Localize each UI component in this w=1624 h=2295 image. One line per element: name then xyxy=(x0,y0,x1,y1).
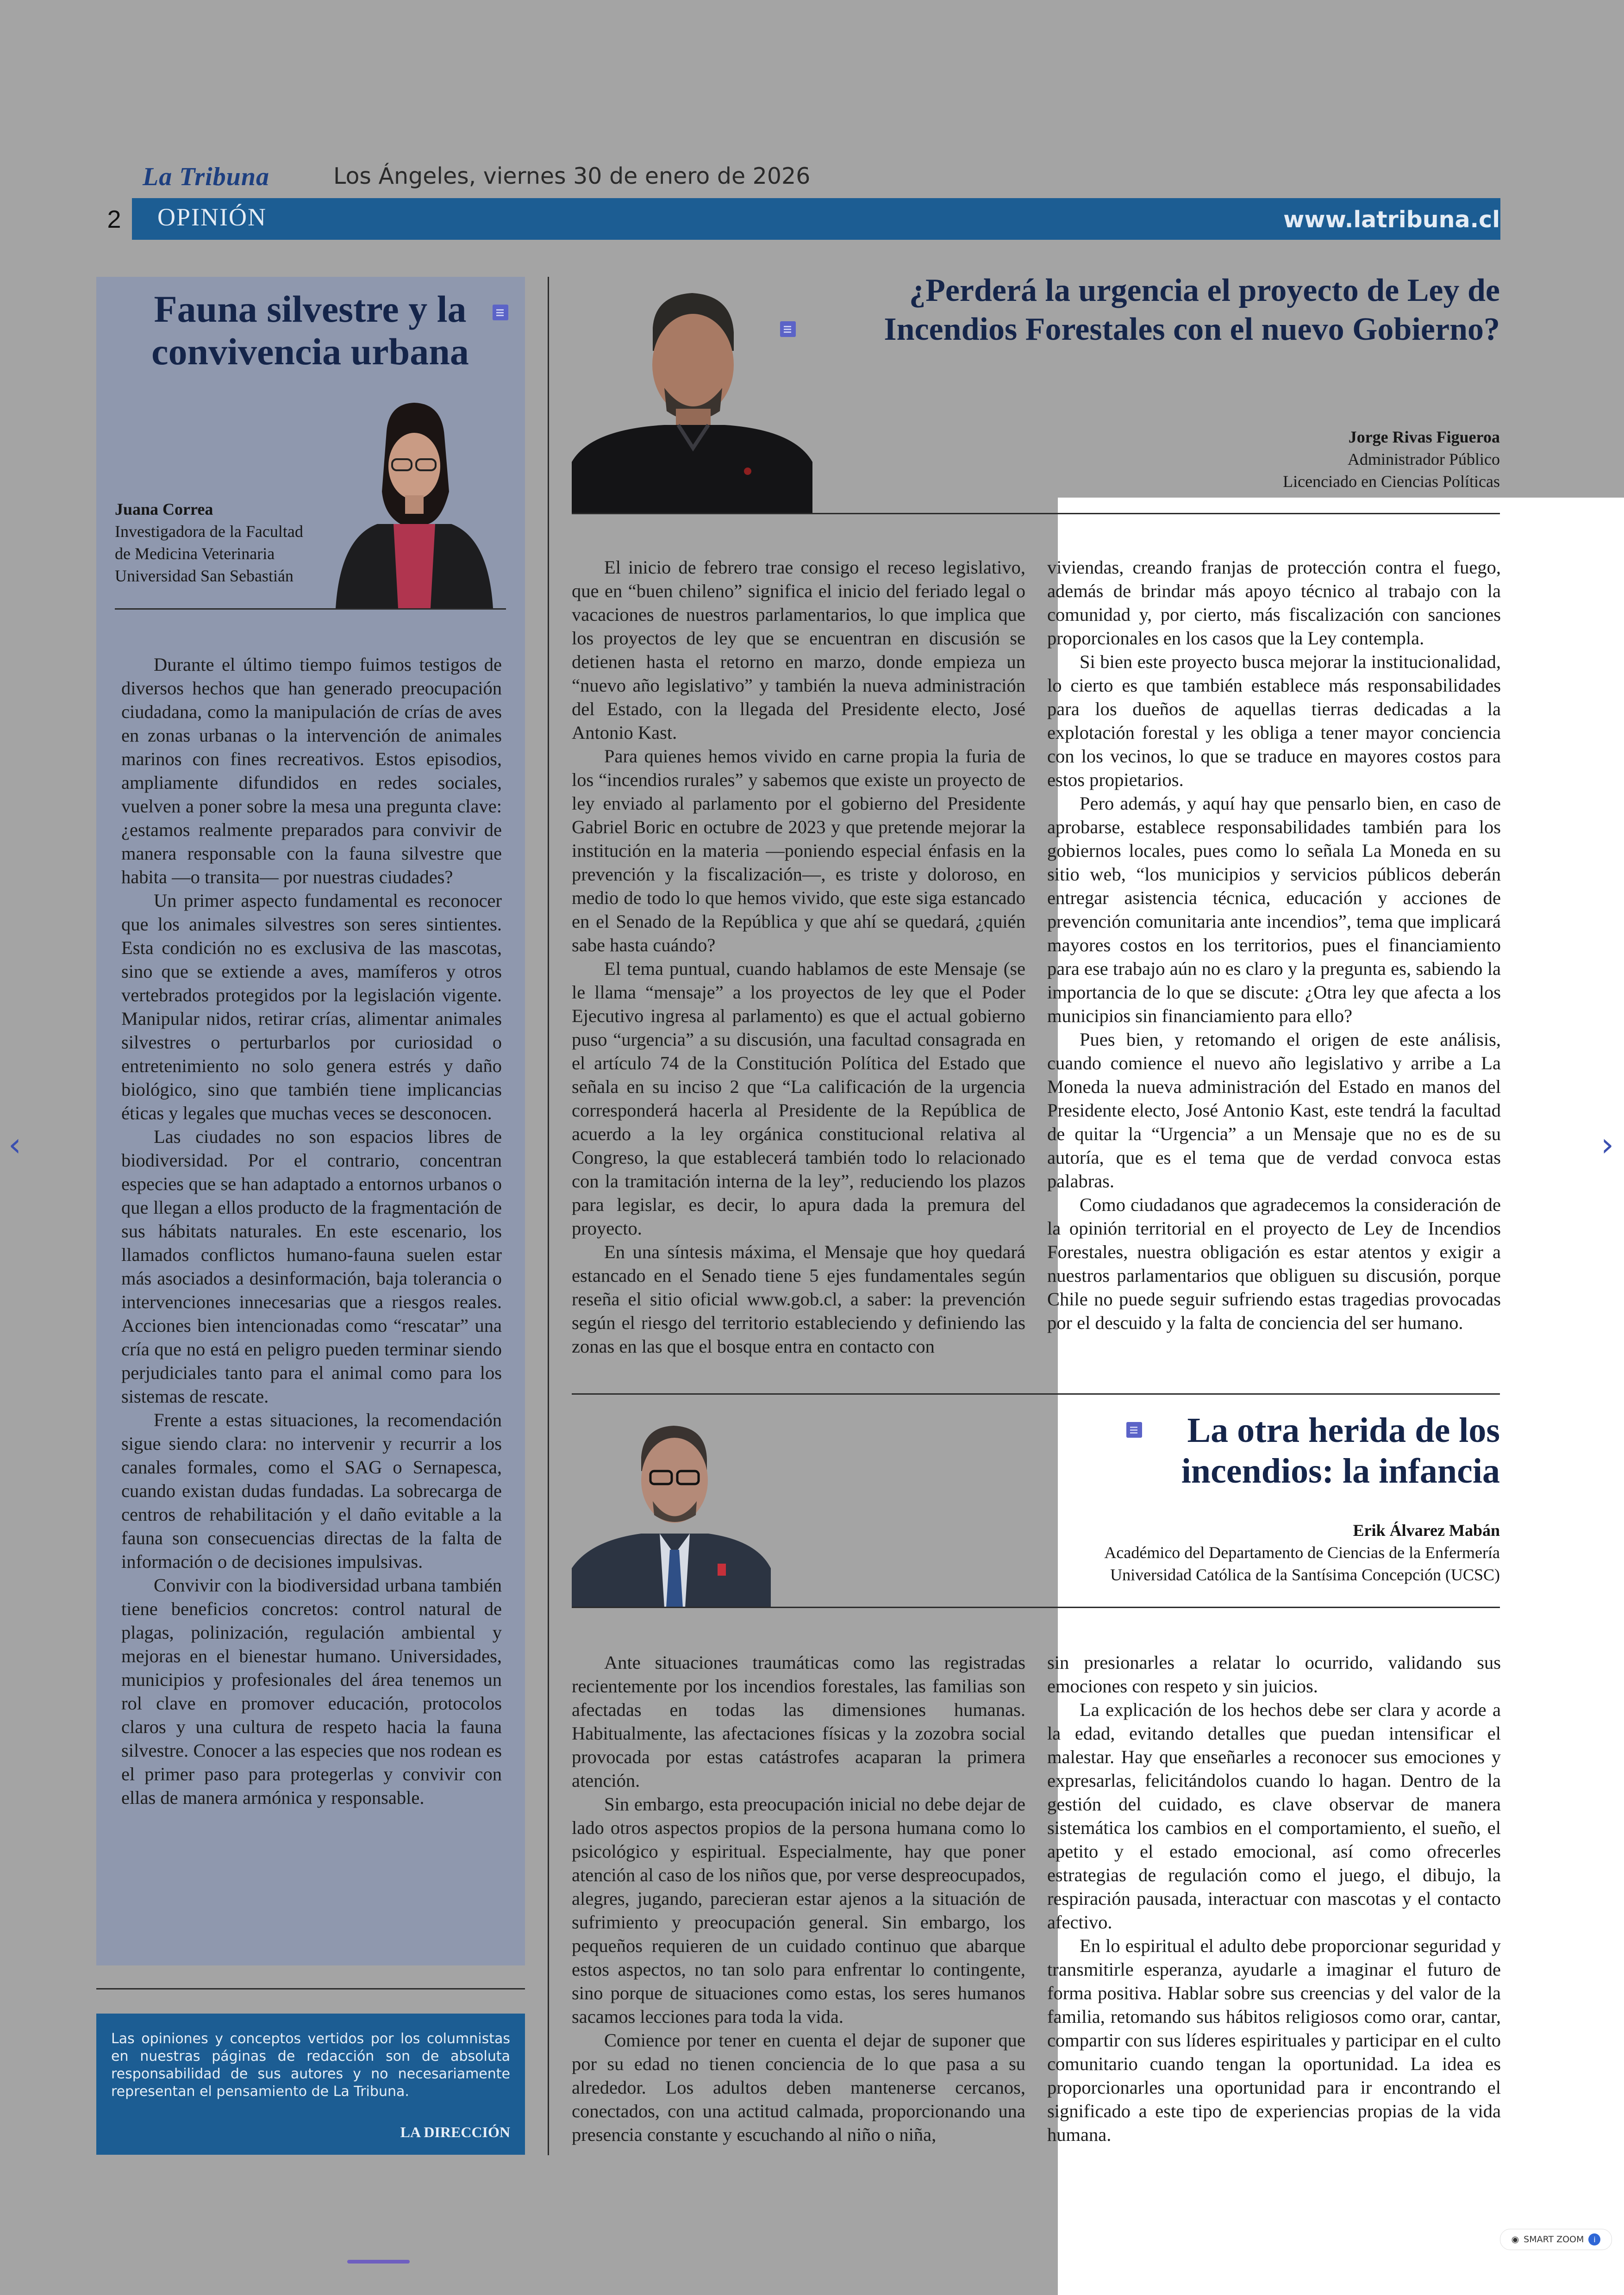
paragraph: Un primer aspecto fundamental es reconocer que los animales silvestres son seres sintientes. Esta condición no es exclusiva de las mascotas, sino que se extiende a aves, mamíferos y otros vertebrados protegidos por la legislación vigente. Manipular nidos, retirar crías, alimentar animales silvestres o perturbarlos por curiosidad o entretenimiento no solo genera estrés y daño biológico, sino que también tiene implicancias éticas y legales que muchas veces se desconocen. xyxy=(121,890,502,1123)
eye-icon: ◉ xyxy=(1511,2234,1519,2245)
disclaimer-box xyxy=(96,2014,525,2155)
paragraph: En una síntesis máxima, el Mensaje que hoy quedará estancado en el Senado tiene 5 ejes fundamentales según reseña el sitio oficial www.gob.cl, a saber: la prevención según el riesgo del territorio estableciendo y definiendo las zonas en las que el bosque entra en contacto con xyxy=(572,1241,1025,1357)
paragraph: viviendas, creando franjas de protección contra el fuego, además de brindar más apoyo técnico al trabajo con la comunidad y, por cierto, más fiscalización con sanciones proporcionales en los casos que la Ley contempla. xyxy=(1047,557,1501,649)
article2-column-1 xyxy=(572,555,1025,1358)
paragraph: Durante el último tiempo fuimos testigos de diversos hechos que han generado preocupación ciudadana, como la manipulación de crías de aves en zonas urbanas o la intervención de animales marinos con fines recreativos. Estos episodios, ampliamente difundidos en redes sociales, vuelven a poner sobre la mesa una pregunta clave: ¿estamos realmente preparados para convivir de manera responsable con la fauna silvestre que habita —o transita— por nuestras ciudades? xyxy=(121,654,502,887)
article2-byline xyxy=(1037,426,1500,493)
portrait-man xyxy=(572,277,812,513)
author-role: Licenciado en Ciencias Políticas xyxy=(1283,472,1500,491)
info-badge: i xyxy=(1588,2233,1600,2245)
article1-title: Fauna silvestre y la convivencia urbana xyxy=(151,288,469,373)
article3-byline xyxy=(944,1519,1500,1586)
disclaimer-text: Las opiniones y conceptos vertidos por los columnistas en nuestras páginas de redacción son de absoluta responsabilidad de sus autores y no necesariamente representan el pensamiento de La Tribuna. xyxy=(111,2031,510,2100)
portrait-man-glasses xyxy=(572,1416,771,1608)
page-number: 2 xyxy=(96,198,134,240)
paragraph: Ante situaciones traumáticas como las registradas recientemente por los incendios forestales, las familias son afectadas en todas las dimensiones humanas. Habitualmente, las afectaciones físicas y la zozobra social provocada por estas catástrofes acaparan la primera atención. xyxy=(572,1652,1025,1791)
article1-byline xyxy=(115,498,323,587)
article-separator xyxy=(572,1393,1500,1395)
article1-body xyxy=(121,653,502,1809)
author-role: Investigadora de la Facultad xyxy=(115,522,303,541)
column-divider xyxy=(548,277,549,2155)
smart-zoom-button[interactable] xyxy=(1500,2229,1612,2250)
site-url[interactable]: www.latribuna.cl xyxy=(1283,206,1500,233)
author-role: Universidad Católica de la Santísima Concepción (UCSC) xyxy=(1110,1565,1500,1584)
byline-rule xyxy=(115,608,506,610)
section-name: OPINIÓN xyxy=(157,203,267,231)
article3-rule xyxy=(572,1607,1500,1608)
paragraph: Convivir con la biodiversidad urbana también tiene beneficios concretos: control natural de plagas, polinización, regulación ambiental y mejoras en el bienestar humano. Universidades, municipios y profesionales del área tenemos un rol clave en promover educación, protocolos claros y una cultura de respeto hacia la fauna silvestre. Conocer a las especies que nos rodean es el primer paso para protegerlas y convivir con ellas de manera armónica y responsable. xyxy=(121,1575,502,1808)
page-progress-indicator xyxy=(347,2260,410,2264)
document-icon[interactable] xyxy=(1126,1422,1142,1438)
paragraph: Sin embargo, esta preocupación inicial no debe dejar de lado otros aspectos propios de la persona humana como lo psicológico y espiritual. Especialmente, hay que poner atención al caso de los niños que, por verse despreocupados, alegres, jugando, parecieran estar ajenos a la situación de sufrimiento y preocupación general. Sin embargo, los pequeños requieren de un cuidado continuo que abarque estos aspectos, no tan solo para enfrentar lo contingente, sino porque de situaciones como estas, los seres humanos sacamos lecciones para toda la vida. xyxy=(572,1794,1025,2027)
author-name: Jorge Rivas Figueroa xyxy=(1348,428,1500,446)
article3-title: La otra herida de los incendios: la infancia xyxy=(1181,1411,1500,1491)
paragraph: Como ciudadanos que agradecemos la consideración de la opinión territorial en el proyecto de Ley de Incendios Forestales, nuestra obligación es estar atentos y exigir a nuestros parlamentarios que obliguen su discusión, porque Chile no puede seguir sufriendo estas tragedias provocadas por el descuido y la falta de conciencia del ser humano. xyxy=(1047,1194,1501,1333)
author-name: Erik Álvarez Mabán xyxy=(1353,1521,1500,1540)
paragraph: Pero además, y aquí hay que pensarlo bien, en caso de aprobarse, establece responsabilidades también para los gobiernos locales, pues como lo señala La Moneda en su sitio web, “los municipios y servicios públicos deberán entregar asistencia técnica, educación y acciones de prevención comunitaria ante incendios”, tema que implicará mayores costos en los territorios, pues el financiamiento para ese trabajo aún no es claro y la pregunta es, sabiendo la importancia de lo que se discute: ¿Otra ley que afecta a los municipios sin financiamiento para ello? xyxy=(1047,793,1501,1026)
paragraph: Pues bien, y retomando el origen de este análisis, cuando comience el nuevo año legislativo y arribe a La Moneda la nueva administración del Estado en manos del Presidente electo, José Antonio Kast, este tendrá la facultad de quitar la “Urgencia” a un Mensaje que no es de su autoría, que es el tema que de verdad convoca estas palabras. xyxy=(1047,1029,1501,1191)
paragraph: Si bien este proyecto busca mejorar la institucionalidad, lo cierto es que también establece más responsabilidades para los dueños de aquellas tierras dedicadas a la explotación forestal y les obliga a tener mayor conciencia con los vecinos, lo que se traduce en mayores costos para estos propietarios. xyxy=(1047,651,1501,790)
paragraph: En lo espiritual el adulto debe proporcionar seguridad y transmitirle esperanza, ayudarle a imaginar el futuro de forma positiva. Hablar sobre sus creencias y del valor de la familia, retomando sus hábitos religiosos como orar, cantar, compartir con sus líderes espirituales y participar en el culto comunitario cuando tengan la oportunidad. La idea es proporcionarles una oportunidad para ir encontrando el significado a este tipo de experiencias propias de la vida humana. xyxy=(1047,1935,1501,2145)
author-role: Administrador Público xyxy=(1348,450,1500,468)
author-photo-juana-correa xyxy=(317,385,507,608)
paragraph: Para quienes hemos vivido en carne propia la furia de los “incendios rurales” y sabemos que existe un proyecto de ley enviado al parlamento por el gobierno del Presidente Gabriel Boric en octubre de 2023 y que pretende mejorar la institución en la materia —poniendo especial énfasis en la prevención y la fiscalización—, es triste y doloroso, en medio de todo lo que hemos vivido, que este siga estancado en el Senado de la República y que ahí se quedará, ¿quién sabe hasta cuándo? xyxy=(572,746,1025,955)
article2-column-2 xyxy=(1047,555,1501,1335)
paragraph: La explicación de los hechos debe ser clara y acorde a la edad, evitando detalles que puedan intensificar el malestar. Hay que enseñarles a reconocer sus emociones y expresarlas, felicitándolos cuando lo hagan. Dentro de la gestión del cuidado, es clave observar de manera sistemática los cambios en el comportamiento, el sueño, el apetito y el estado emocional, así como ofrecerles estrategias de regulación como el juego, el dibujo, la respiración pausada, interactuar con mascotas y el contacto afectivo. xyxy=(1047,1699,1501,1933)
paragraph: sin presionarles a relatar lo ocurrido, validando sus emociones con respeto y sin juicios. xyxy=(1047,1652,1501,1696)
portrait-woman xyxy=(317,385,507,608)
paragraph: Comience por tener en cuenta el dejar de suponer que por su edad no tienen conciencia de lo que pasa a su alrededor. Los adultos deben mantenerse cercanos, conectados, con una actitud calmada, proporcionando una presencia constante y escuchando al niño o niña, xyxy=(572,2030,1025,2145)
paragraph: Frente a estas situaciones, la recomendación sigue siendo clara: no intervenir y recurrir a los canales formales, como el SAG o Sernapesca, cuando existan dudas fundadas. La sobrecarga de centros de rehabilitación y el daño evitable a la fauna son consecuencias directas de la falta de información o de decisiones impulsivas. xyxy=(121,1409,502,1572)
document-icon[interactable] xyxy=(493,305,508,320)
dateline: Los Ángeles, viernes 30 de enero de 2026 xyxy=(333,163,811,189)
paragraph: El inicio de febrero trae consigo el receso legislativo, que en “buen chileno” significa el inicio del feriado legal o vacaciones de nuestros parlamentarios, lo que implica que los proyectos de ley que se encuentran en discusión se detienen hasta el retorno en marzo, donde empieza un “nuevo año legislativo” y también la nueva administración del Estado, con la llegada del Presidente electo, José Antonio Kast. xyxy=(572,557,1025,743)
author-photo-jorge-rivas xyxy=(572,277,812,513)
author-name: Juana Correa xyxy=(115,500,213,518)
article3-column-2 xyxy=(1047,1651,1501,2146)
author-role: Universidad San Sebastián xyxy=(115,567,294,585)
article3-column-1 xyxy=(572,1651,1025,2146)
disclaimer-rule xyxy=(96,1988,525,1989)
author-photo-erik-alvarez xyxy=(572,1416,771,1608)
article2-rule xyxy=(572,513,1500,514)
author-role: de Medicina Veterinaria xyxy=(115,544,275,563)
paragraph: Las ciudades no son espacios libres de biodiversidad. Por el contrario, concentran especies que se han adaptado a entornos urbanos o que llegan a ellos producto de la fragmentación de sus hábitats naturales. En este escenario, los llamados conflictos humano-fauna suelen estar más asociados a desinformación, baja tolerancia o intervenciones innecesarias que a riesgos reales. Acciones bien intencionadas como “rescatar” una cría que no está en peligro pueden terminar siendo perjudiciales tanto para el animal como para los sistemas de rescate. xyxy=(121,1126,502,1407)
newspaper-logo: La Tribuna xyxy=(143,162,269,191)
previous-page-arrow-icon[interactable]: ‹ xyxy=(8,1126,21,1164)
author-role: Académico del Departamento de Ciencias de la Enfermería xyxy=(1104,1543,1500,1562)
smart-zoom-label: SMART ZOOM xyxy=(1524,2234,1584,2245)
document-icon[interactable] xyxy=(780,321,796,337)
paragraph: El tema puntual, cuando hablamos de este Mensaje (se le llama “mensaje” a los proyectos de ley que el Poder Ejecutivo ingresa al parlamento) es que el actual gobierno puso “urgencia” a su discusión, una facultad consagrada en el artículo 74 de la Constitución Política del Estado que señala en su inciso 2 que “La calificación de la urgencia corresponderá hacerla al Presidente de la República de acuerdo a la ley orgánica constitucional relativa al Congreso, la que establecerá también todo lo relacionado con la tramitación interna de la ley”, reduciendo los plazos para legislar, es decir, lo apura dada la premura del proyecto. xyxy=(572,958,1025,1239)
article2-title: ¿Perderá la urgencia el proyecto de Ley de Incendios Forestales con el nuevo Gobierno? xyxy=(884,273,1500,347)
disclaimer-signature: LA DIRECCIÓN xyxy=(400,2124,510,2140)
next-page-arrow-icon[interactable]: › xyxy=(1601,1126,1614,1164)
